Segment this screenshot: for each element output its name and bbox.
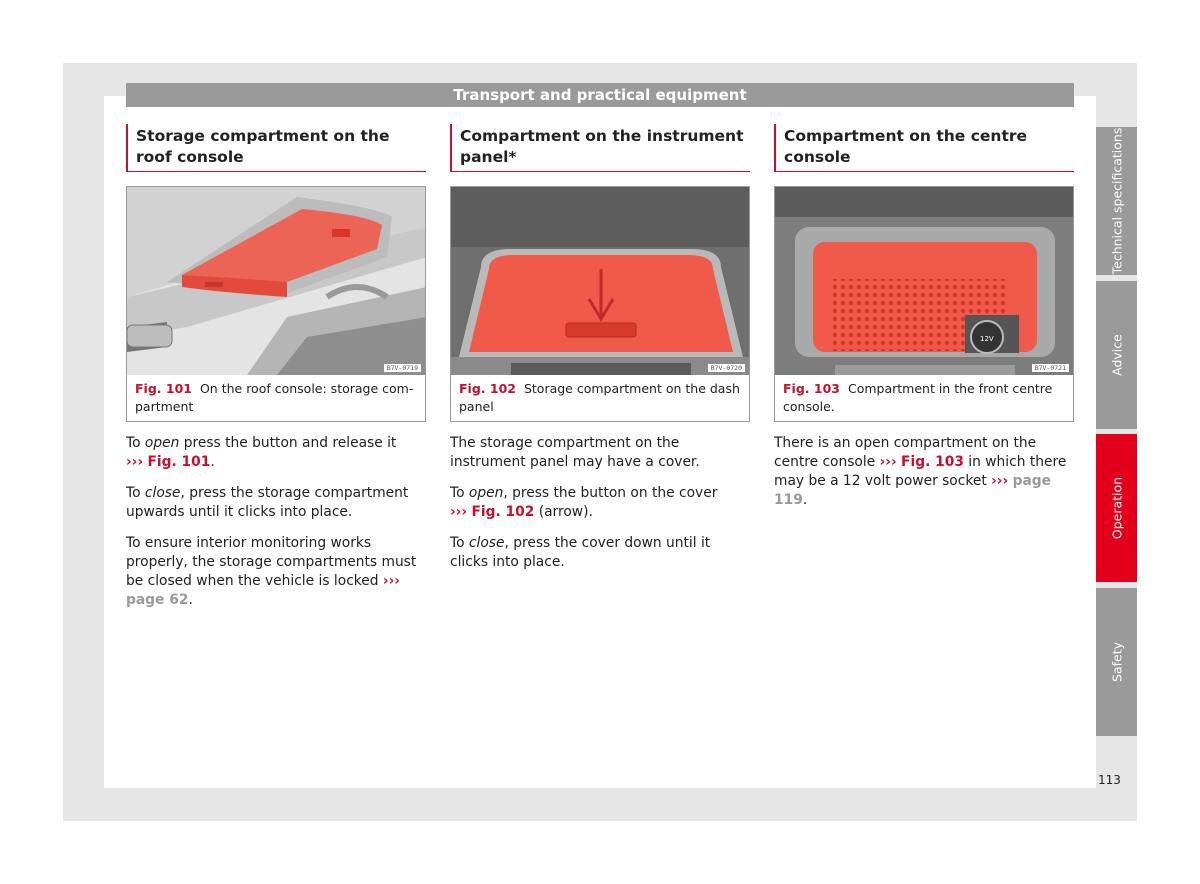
figure-number: Fig. 101 [135, 381, 192, 396]
tab-label: Safety [1109, 642, 1124, 682]
figure-101 [126, 186, 426, 422]
cross-ref-arrow: ››› [879, 454, 897, 470]
figure-image-roof-console [127, 187, 425, 375]
cross-ref-link[interactable]: Fig. 101 [147, 454, 211, 470]
figure-code: B7V-0720 [708, 364, 745, 372]
text: , press the button on the cover [503, 485, 718, 501]
text: . [188, 592, 193, 608]
roof-console-illustration [127, 187, 425, 375]
text: press the button and release it [179, 435, 397, 451]
paragraph-open [450, 484, 750, 522]
section-title: Compartment on the centre console [774, 124, 1074, 172]
figure-caption [127, 375, 425, 421]
tab-technical-specifications[interactable] [1096, 127, 1137, 275]
dash-panel-illustration [451, 187, 749, 375]
paragraph-open [126, 434, 426, 472]
emphasis: open [468, 485, 504, 501]
cross-ref-arrow: ››› [991, 473, 1009, 489]
figure-code: B7V-0721 [1032, 364, 1069, 372]
text: , press the storage compartment upwards until it clicks into place. [126, 485, 409, 520]
figure-number: Fig. 103 [783, 381, 840, 396]
chapter-header: Transport and practical equipment [126, 83, 1074, 107]
cross-ref-link[interactable]: Fig. 102 [471, 504, 535, 520]
paragraph-cover [450, 434, 750, 472]
tab-operation[interactable] [1096, 434, 1137, 582]
emphasis: close [144, 485, 181, 501]
figure-image-dash-panel [451, 187, 749, 375]
section-instrument-panel [450, 124, 750, 572]
figure-caption-text: On the roof console: storage compartment [135, 381, 414, 414]
text: To [126, 485, 145, 501]
figure-102 [450, 186, 750, 422]
paragraph-monitoring [126, 534, 426, 610]
cross-ref-link[interactable]: page 62 [126, 592, 189, 608]
cross-ref-arrow: ››› [126, 454, 144, 470]
section-title: Compartment on the instrument panel* [450, 124, 750, 172]
tab-label: Advice [1109, 334, 1124, 376]
page-number: 113 [1098, 773, 1121, 787]
emphasis: close [468, 535, 505, 551]
figure-caption [775, 375, 1073, 421]
paragraph-close [126, 484, 426, 522]
socket-label: 12V [980, 335, 994, 343]
figure-caption-text: Compartment in the front centre console. [783, 381, 1053, 414]
text: (arrow). [534, 504, 593, 520]
tab-label: Operation [1109, 476, 1124, 540]
tab-safety[interactable] [1096, 588, 1137, 736]
paragraph-close [450, 534, 750, 572]
text: The storage compartment on the instrument panel may have a cover. [450, 435, 700, 470]
paragraph-console [774, 434, 1074, 510]
text: . [210, 454, 215, 470]
figure-number: Fig. 102 [459, 381, 516, 396]
tab-advice[interactable] [1096, 281, 1137, 429]
cross-ref-link[interactable]: page 119 [774, 473, 1051, 508]
text: To [450, 535, 469, 551]
section-roof-console [126, 124, 426, 610]
text: To [126, 435, 145, 451]
cross-ref-arrow: ››› [382, 573, 400, 589]
centre-console-illustration [775, 187, 1073, 375]
text: . [802, 492, 808, 508]
text: in which there may be a 12 volt power socket [774, 454, 1067, 489]
tab-label: Technical specifications [1109, 127, 1124, 275]
text: There is an open compartment on the centre console [774, 435, 1037, 470]
section-title: Storage compartment on the roof console [126, 124, 426, 172]
cross-ref-arrow: ››› [450, 504, 468, 520]
emphasis: open [144, 435, 180, 451]
cross-ref-link[interactable]: Fig. 103 [901, 454, 964, 470]
figure-image-centre-console [775, 187, 1073, 375]
figure-103 [774, 186, 1074, 422]
figure-code: B7V-0719 [384, 364, 421, 372]
text: , press the cover down until it clicks into place. [450, 535, 711, 570]
text: To [450, 485, 469, 501]
section-centre-console [774, 124, 1074, 510]
figure-caption [451, 375, 749, 421]
figure-caption-text: Storage compartment on the dash panel [459, 381, 740, 414]
text: To ensure interior monitoring works properly, the storage compartments must be closed when the vehicle is locked [126, 535, 417, 589]
